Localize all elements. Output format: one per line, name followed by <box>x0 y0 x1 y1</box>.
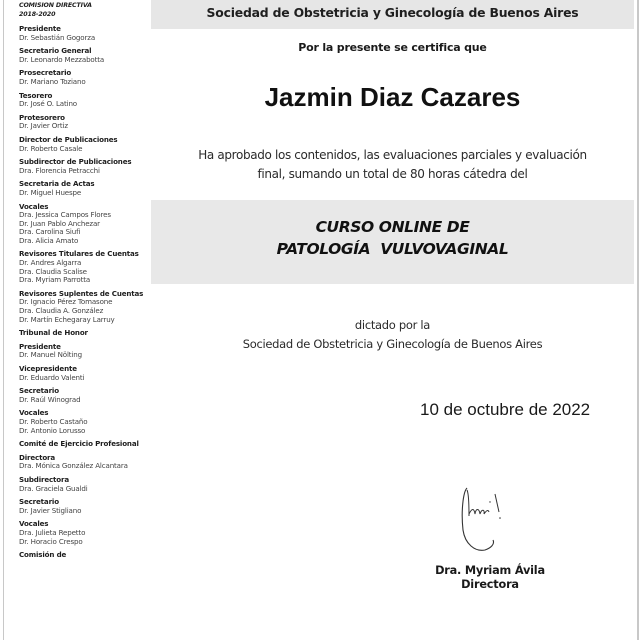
sidebar-role: Vocales <box>19 408 49 418</box>
sidebar-group <box>19 387 147 404</box>
sidebar-member-name: Dr. Sebastián Gogorza <box>19 32 96 42</box>
sidebar-role: Subdirectora <box>19 474 70 484</box>
sidebar-member-name: Dr. Roberto Castaño <box>19 416 88 426</box>
sidebar-member-name: Dr. Miguel Huespe <box>19 187 82 197</box>
sidebar-member-name: Dr. Javier Stigliano <box>19 505 82 515</box>
sidebar-role: Secretario <box>19 497 59 507</box>
sidebar-group <box>19 343 147 360</box>
sidebar-group <box>19 92 147 109</box>
sidebar-group <box>19 69 147 86</box>
approval-text <box>151 146 634 184</box>
sidebar-member-name: Dra. Alicia Amato <box>19 235 79 245</box>
sidebar-role: Tesorero <box>19 90 53 100</box>
sidebar-member-name: Dra. Claudia A. González <box>19 306 104 316</box>
left-border-line <box>3 0 4 640</box>
sidebar-member-name: Dr. José O. Latino <box>19 99 77 109</box>
sidebar-member-name: Dr. Mariano Toziano <box>19 76 86 86</box>
sidebar-member-name: Dr. Javier Ortiz <box>19 121 68 131</box>
sidebar-group <box>19 250 147 284</box>
sidebar-role: Secretario <box>19 386 59 396</box>
sidebar-group <box>19 290 147 324</box>
signer-title: Directora <box>461 578 519 591</box>
sidebar-role: Presidente <box>19 341 61 351</box>
approval-line-1: Ha aprobado los contenidos, las evaluaciones parciales y evaluación <box>198 148 587 162</box>
sidebar-role: Comisión de <box>19 550 67 560</box>
course-title-line-1: CURSO ONLINE DE <box>315 218 470 236</box>
sidebar-member-name: Dra. Julieta Repetto <box>19 527 86 537</box>
sidebar-group <box>19 158 147 175</box>
society-header: Sociedad de Obstetricia y Ginecología de Buenos Aires <box>151 0 634 29</box>
recipient-name: Jazmin Diaz Cazares <box>264 82 521 112</box>
issue-date: 10 de octubre de 2022 <box>420 400 591 419</box>
sidebar-member-name: Dr. Manuel Nölting <box>19 350 82 360</box>
right-border-line <box>637 0 639 640</box>
sidebar-member-name: Dra. Florencia Petracchi <box>19 165 100 175</box>
sidebar-member-name: Dra. Claudia Scalise <box>19 266 87 276</box>
sidebar-title: COMISION DIRECTIVA <box>19 2 92 9</box>
signer-block <box>400 564 580 592</box>
dictated-line-2: Sociedad de Obstetricia y Ginecología de Buenos Aires <box>242 337 543 351</box>
sidebar-role: Vicepresidente <box>19 364 77 373</box>
sidebar-member-name: Dr. Horacio Crespo <box>19 536 83 546</box>
dictated-line-1: dictado por la <box>354 318 431 332</box>
sidebar-group <box>19 136 147 153</box>
sidebar-member-name: Dra. Mónica González Alcantara <box>19 461 128 471</box>
dictated-by <box>151 316 634 354</box>
sidebar-role: Protesorero <box>19 112 65 122</box>
approval-line-2: final, sumando un total de 80 horas cátedra del <box>257 167 528 181</box>
sidebar-group <box>19 409 147 435</box>
sidebar-group <box>19 551 147 560</box>
sidebar-group <box>19 203 147 246</box>
sidebar-member-name: Dra. Graciela Gualdi <box>19 483 88 493</box>
sidebar-group <box>19 476 147 493</box>
sidebar-role: Revisores Suplentes de Cuentas <box>19 288 144 298</box>
sidebar-role: Director de Publicaciones <box>19 134 118 144</box>
sidebar-group <box>19 25 147 42</box>
course-title-box <box>151 200 634 284</box>
sidebar-role: Revisores Titulares de Cuentas <box>19 249 139 259</box>
course-title-line-2: PATOLOGÍA VULVOVAGINAL <box>276 240 509 258</box>
sidebar-member-name: Dr. Martín Echegaray Larruy <box>19 314 115 324</box>
sidebar-member-name: Dr. Roberto Casale <box>19 143 83 153</box>
sidebar-role: Prosecretario <box>19 68 72 78</box>
sidebar-groups <box>19 25 147 560</box>
sidebar-group <box>19 520 147 546</box>
sidebar-role: Secretario General <box>19 46 92 56</box>
sidebar-member-name: Dr. Eduardo Valenti <box>19 372 85 382</box>
sidebar-group <box>19 454 147 471</box>
sidebar-role: Vocales <box>19 201 49 211</box>
sidebar-member-name: Dr. Antonio Lorusso <box>19 425 86 435</box>
sidebar-member-name: Dr. Juan Pablo Anchezar <box>19 218 100 228</box>
sidebar-role: Secretaria de Actas <box>19 179 95 189</box>
board-of-directors-sidebar <box>19 1 147 560</box>
sidebar-role: Tribunal de Honor <box>19 328 88 338</box>
course-title <box>151 216 634 260</box>
certify-statement: Por la presente se certifica que <box>298 41 487 54</box>
sidebar-group <box>19 498 147 515</box>
sidebar-member-name: Dr. Leonardo Mezzabotta <box>19 54 105 64</box>
signature-icon <box>455 482 535 562</box>
sidebar-member-name: Dr. Raúl Winograd <box>19 394 81 404</box>
sidebar-member-name: Dra. Myriam Parrotta <box>19 275 91 285</box>
sidebar-group <box>19 114 147 131</box>
sidebar-role: Presidente <box>19 24 61 33</box>
sidebar-member-name: Dr. Andres Algarra <box>19 258 82 268</box>
sidebar-group <box>19 440 147 449</box>
sidebar-group <box>19 47 147 64</box>
sidebar-role: Comité de Ejercicio Profesional <box>19 439 139 449</box>
sidebar-role: Directora <box>19 452 56 462</box>
sidebar-role: Vocales <box>19 519 49 529</box>
sidebar-member-name: Dra. Jessica Campos Flores <box>19 210 111 220</box>
sidebar-member-name: Dra. Carolina Siufi <box>19 227 81 237</box>
sidebar-group <box>19 180 147 197</box>
signer-name: Dra. Myriam Ávila <box>435 564 545 577</box>
sidebar-member-name: Dr. Ignacio Pérez Tomasone <box>19 297 113 307</box>
sidebar-group <box>19 329 147 338</box>
sidebar-period: 2018-2020 <box>19 11 56 18</box>
sidebar-role: Subdirector de Publicaciones <box>19 157 132 167</box>
sidebar-group <box>19 365 147 382</box>
